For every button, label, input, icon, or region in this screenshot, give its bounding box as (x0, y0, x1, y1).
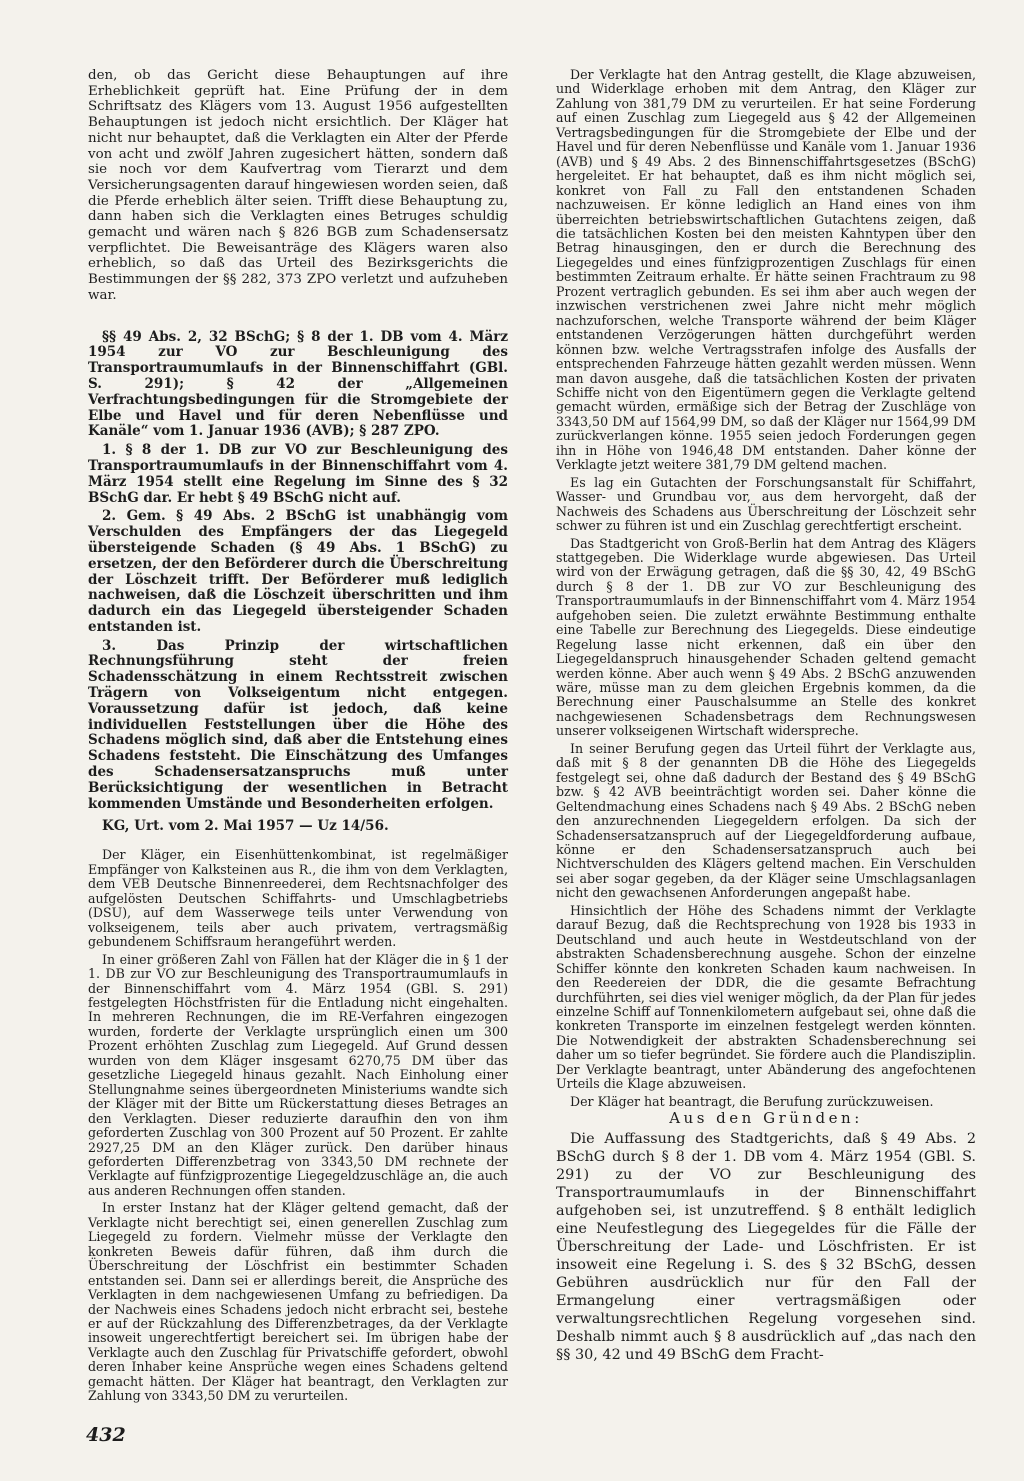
facts-paragraph-2: In einer größeren Zahl von Fällen hat der Kläger die in § 1 der 1. DB zur VO zur Beschleunigung des Transportraumumlaufs in der Binnenschiffahrt vom 4. März 1954 (GBl. S. 291) festgelegten Höchstfristen für die Entladung nicht eingehalten. In mehreren Rechnungen, die im RE-Verfahren eingezogen wurden, forderte der Verklagte ursprünglich einen um 300 Prozent erhöhten Zuschlag zum Liegegeld. Auf Grund dessen wurden von dem Kläger insgesamt 6270,75 DM über das gesetzliche Liegegeld hinaus gezahlt. Nach Einholung einer Stellungnahme seines übergeordneten Ministeriums wandte sich der Kläger mit der Bitte um Rückerstattung dieses Betrages an den Verklagten. Dieser reduzierte daraufhin den von ihm geforderten Zuschlag von 300 Prozent auf 50 Prozent. Er zahlte 2927,25 DM an den Kläger zurück. Den darüber hinaus geforderten Differenzbetrag von 3343,50 DM rechnete der Verklagte auf fünfzigprozentige Liegegeldzuschläge an, die auch aus anderen Rechnungen offen standen. (88, 951, 508, 1198)
city-court-paragraph: Das Stadtgericht von Groß-Berlin hat dem Antrag des Klägers stattgegeben. Die Widerklage wurde abgewiesen. Das Urteil wird von der Erwägung getragen, daß die §§ 30, 42, 49 BSchG durch § 8 der 1. DB zur VO zur Beschleunigung des Transportraumumlaufs in der Binnenschiffahrt vom 4. März 1954 aufgehoben seien. Die zuletzt erwähnte Bestimmung enthalte eine Tabelle zur Berechnung des Liegegelds. Diese eindeutige Regelung lasse nicht erkennen, daß ein über den Liegegeldanspruch hinausgehender Schaden geltend gemacht werden könne. Aber auch wenn § 49 Abs. 2 BSchG anzuwenden wäre, müsse man zu dem gleichen Ergebnis kommen, da die Berechnung einer Pauschalsumme an Stelle des konkret nachgewiesenen Schadensbetrags dem Rechnungswesen unserer volkseigenen Wirtschaft widerspreche. (556, 535, 976, 739)
appeal-paragraph: In seiner Berufung gegen das Urteil führt der Verklagte aus, daß mit § 8 der genannten DB die Höhe des Liegegelds festgelegt sei, ohne daß dadurch der Bestand des § 49 BSchG bzw. § 42 AVB beeinträchtigt worden sei. Daher könne die Geltendmachung eines Schadens nach § 49 Abs. 2 BSchG neben den anzurechnenden Liegegeldern erfolgen. Da sich der Schadensersatzanspruch auf der Liegegeldforderung aufbaue, könne er den Schadensersatzanspruch auch bei Nichtverschulden des Klägers geltend machen. Ein Verschulden sei aber sogar gegeben, da der Kläger seine Umschlagsanlagen nicht den gewachsenen Anforderungen angepaßt habe. (556, 740, 976, 901)
headnote-3: 3. Das Prinzip der wirtschaftlichen Rechnungsführung steht der freien Schadensschätzung in einem Rechtsstreit zwischen Trägern von Volkseigentum nicht entgegen. Voraussetzung dafür ist jedoch, daß keine individuellen Feststellungen über die Höhe des Schadens möglich sind, daß aber die Entstehung eines Schadens feststeht. Die Einschätzung des Umfanges des Schadensersatzanspruchs muß unter Berücksichtigung der wesentlichen in Betracht kommenden Umstände und Besonderheiten erfolgen. (88, 637, 508, 812)
defendant-paragraph: Der Verklagte hat den Antrag gestellt, die Klage abzuweisen, und Widerklage erhoben mit dem Antrag, den Kläger zur Zahlung von 381,79 DM zu verurteilen. Er hat seine Forderung auf einen Zuschlag zum Liegegeld aus § 42 der Allgemeinen Vertragsbedingungen für die Stromgebiete der Elbe und der Havel und für deren Nebenflüsse und Kanäle vom 1. Januar 1936 (AVB) und § 49 Abs. 2 des Binnenschiffahrtsgesetzes (BSchG) hergeleitet. Er hat behauptet, daß es ihm nicht möglich sei, konkret von Fall zu Fall den entstandenen Schaden nachzuweisen. Er könne lediglich an Hand eines von ihm überreichten betriebswirtschaftlichen Gutachtens zeigen, daß die tatsächlichen Kosten bei den meisten Kahntypen über den Betrag hinausgingen, den er durch die Berechnung des Liegegeldes und eines fünfzigprozentigen Zuschlags für einen bestimmten Zeitraum erhalte. Er hätte seinen Frachtraum zu 98 Prozent vertraglich gebunden. Es sei ihm aber auch wegen der inzwischen verstrichenen zwei Jahre nicht mehr möglich nachzuforschen, welche Transporte während der beim Kläger entstandenen Verzögerungen hätten durchgeführt werden können bzw. welche Vertragsstrafen infolge des Ausfalls der entsprechenden Fahrzeuge hätten gezahlt werden müssen. Wenn man davon ausgehe, daß die tatsächlichen Kosten der privaten Schiffe nicht von den Eigentümern gegen die Verklagte geltend gemacht würden, ermäßige sich der Betrag der Zuschläge von 3343,50 DM auf 1564,99 DM, so daß der Kläger nur 1564,99 DM zurückverlangen könne. 1955 seien jedoch Forderungen gegen ihn in Höhe von 1946,48 DM entstanden. Daher könne der Verklagte jetzt weitere 381,79 DM geltend machen. (556, 67, 976, 473)
page-number: 432 (86, 1424, 126, 1446)
expert-opinion-paragraph: Es lag ein Gutachten der Forschungsanstalt für Schiffahrt, Wasser- und Grundbau vor, aus dem hervorgeht, daß der Nachweis des Schadens aus Überschreitung der Löschzeit sehr schwer zu führen ist und ein Zuschlag gerechtfertigt erscheint. (556, 474, 976, 534)
left-column (88, 68, 508, 1404)
facts-paragraph-1: Der Kläger, ein Eisenhüttenkombinat, ist regelmäßiger Empfänger von Kalksteinen aus R., die ihm von dem Verklagten, dem VEB Deutsche Binnenreederei, dem Rechtsnachfolger des aufgelösten Deutschen Schiffahrts- und Umschlagbetriebs (DSU), auf dem Wasserwege teils unter Verwendung von volkseigenem, teils aber auch privatem, vertragsmäßig gebundenem Schiffsraum herangeführt werden. (88, 847, 508, 950)
plaintiff-motion-paragraph: Der Kläger hat beantragt, die Berufung zurückzuweisen. (570, 1093, 934, 1109)
case-heading: §§ 49 Abs. 2, 32 BSchG; § 8 der 1. DB vom 4. März 1954 zur VO zur Beschleunigung des Transportraumumlaufs in der Binnenschiffahrt (GBl. S. 291); § 42 der „Allgemeinen Verfrachtungsbedingungen für die Stromgebiete der Elbe und Havel und für deren Nebenflüsse und Kanäle“ vom 1. Januar 1936 (AVB); § 287 ZPO. (88, 328, 508, 440)
section-title: Aus den Gründen: (669, 1109, 863, 1128)
reasons-paragraph: Die Auffassung des Stadtgerichts, daß § 49 Abs. 2 BSchG durch § 8 der 1. DB vom 4. März 1954 (GBl. S. 291) zu der VO zur Beschleunigung des Transportraumumlaufs in der Binnenschiffahrt aufgehoben sei, ist unzutreffend. § 8 enthält lediglich eine Neufestlegung des Liegegeldes für die Fälle der Überschreitung der Lade- und Löschfristen. Er ist insoweit eine Regelung i. S. des § 32 BSchG, dessen Gebühren ausdrücklich nur für den Fall der Ermangelung einer vertragsmäßigen oder verwaltungsrechtlichen Regelung vorgesehen sind. Deshalb nimmt auch § 8 ausdrücklich auf „das nach den §§ 30, 42 und 49 BSchG dem Fracht- (556, 1131, 976, 1364)
damage-amount-paragraph: Hinsichtlich der Höhe des Schadens nimmt der Verklagte darauf Bezug, daß die Rechtsprechung von 1928 bis 1933 in Deutschland und auch heute in Westdeutschland von der abstrakten Schadensberechnung ausgehe. Schon der einzelne Schiffer könnte den konkreten Schaden kaum nachweisen. In den Reedereien der DDR, die die gesamte Befrachtung durchführten, sei dies viel weniger möglich, da der Plan für jedes einzelne Schiff auf Tonnenkilometern aufgebaut sei, ohne daß die konkreten Transporte im einzelnen festgelegt werden könnten. Die Notwendigkeit der abstrakten Schadensberechnung sei daher um so tiefer begründet. Sie fördere auch die Plandisziplin. Der Verklagte beantragt, unter Abänderung des angefochtenen Urteils die Klage abzuweisen. (556, 902, 976, 1092)
headnote-1: 1. § 8 der 1. DB zur VO zur Beschleunigung des Transportraumumlaufs in der Binnenschiffahrt vom 4. März 1954 stellt eine Regelung im Sinne des § 32 BSchG dar. Er hebt § 49 BSchG nicht auf. (88, 442, 508, 506)
right-column (556, 68, 976, 1364)
facts-paragraph-3: In erster Instanz hat der Kläger geltend gemacht, daß der Verklagte nicht berechtigt sei, einen generellen Zuschlag zum Liegegeld zu fordern. Vielmehr müsse der Verklagte den konkreten Beweis dafür führen, daß ihm durch die Überschreitung der Löschfrist ein bestimmter Schaden entstanden sei. Dann sei er allerdings bereit, die Ansprüche des Verklagten in dem nachgewiesenen Umfang zu befriedigen. Da der Nachweis eines Schadens jedoch nicht erbracht sei, bestehe er auf der Rückzahlung des Differenzbetrages, da der Verklagte insoweit ungerechtfertigt bereichert sei. Im übrigen habe der Verklagte auch den Zuschlag für Privatschiffe gefordert, obwohl deren Inhaber keine Ansprüche wegen eines Schadens geltend gemacht hätten. Der Kläger hat beantragt, den Verklagten zur Zahlung von 3343,50 DM zu verurteilen. (88, 1200, 508, 1404)
court-citation: KG, Urt. vom 2. Mai 1957 — Uz 14/56. (102, 818, 389, 835)
headnote-2: 2. Gem. § 49 Abs. 2 BSchG ist unabhängig vom Verschulden des Empfängers der das Liegegeld übersteigende Schaden (§ 49 Abs. 1 BSchG) zu ersetzen, der den Beförderer durch die Überschreitung der Löschzeit trifft. Der Beförderer muß lediglich nachweisen, daß die Löschzeit überschritten und ihm dadurch ein das Liegegeld übersteigender Schaden entstanden ist. (88, 508, 508, 635)
paragraph-continuation: den, ob das Gericht diese Behauptungen auf ihre Erheblichkeit geprüft hat. Eine Prüfung der in dem Schriftsatz des Klägers vom 13. August 1956 aufgestellten Behauptungen ist jedoch nicht ersichtlich. Der Kläger hat nicht nur behauptet, daß die Verklagten ein Alter der Pferde von acht und zwölf Jahren zugesichert hätten, sondern daß sie noch vor dem Kaufvertrag vom Tierarzt und dem Versicherungsagenten darauf hingewiesen worden seien, daß die Pferde erheblich älter seien. Trifft diese Behauptung zu, dann haben sich die Verklagten eines Betruges schuldig gemacht und wären nach § 826 BGB zum Schadensersatz verpflichtet. Die Beweisanträge des Klägers waren also erheblich, so daß das Urteil des Bezirksgerichts die Bestimmungen der §§ 282, 373 ZPO verletzt und aufzuheben war. (88, 68, 508, 303)
